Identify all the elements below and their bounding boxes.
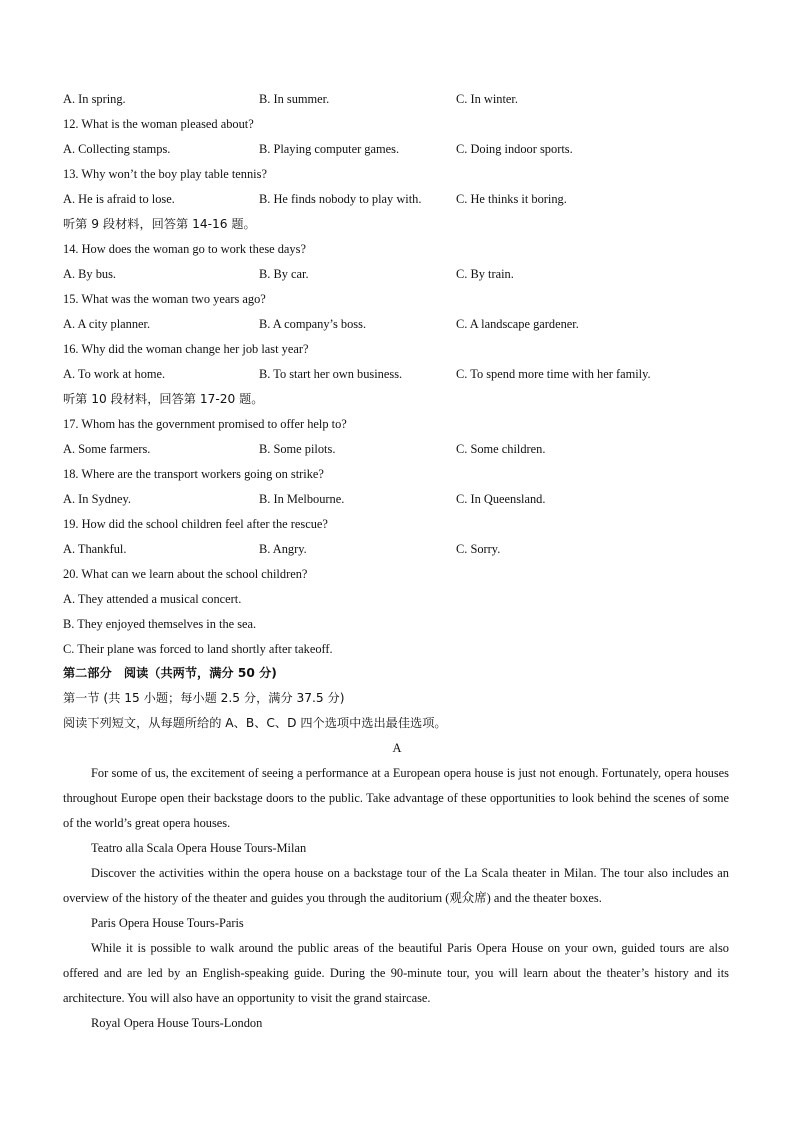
section-10-instruction: 听第 10 段材料，回答第 17-20 题。	[63, 392, 264, 406]
q18-question: 18. Where are the transport workers going on strike?	[63, 467, 324, 481]
part-2-title: 第二部分 阅读（共两节，满分 50 分)	[63, 666, 277, 680]
q20-question: 20. What can we learn about the school children?	[63, 567, 308, 581]
q15-option-b: B. A company’s boss.	[259, 317, 367, 331]
q12-question: 12. What is the woman pleased about?	[63, 117, 254, 131]
passage-paragraph-3: While it is possible to walk around the public areas of the beautiful Paris Opera House on your own, guided tours are also offered and are led by an English-speaking guide. During the 90-minute tour, you will learn about the theater’s history and its architecture. You will also have an opportunity to visit the grand staircase.	[63, 941, 729, 1005]
passage-paragraph-1: For some of us, the excitement of seeing a performance at a European opera house is just not enough. Fortunately, opera houses throughout Europe open their backstage doors to the public. Take advantage of these opportunities to look behind the scenes of some of the world’s great opera houses.	[63, 766, 729, 830]
q16-option-a: A. To work at home.	[63, 367, 166, 381]
q11-option-a: A. In spring.	[63, 92, 126, 106]
reading-instruction: 阅读下列短文，从每题所给的 A、B、C、D 四个选项中选出最佳选项。	[63, 716, 447, 730]
q13-question: 13. Why won’t the boy play table tennis?	[63, 167, 267, 181]
q17-question: 17. Whom has the government promised to offer help to?	[63, 417, 347, 431]
q15-option-c: C. A landscape gardener.	[456, 317, 579, 331]
q16-question: 16. Why did the woman change her job last year?	[63, 342, 309, 356]
passage-label: A	[392, 741, 402, 755]
q17-option-a: A. Some farmers.	[63, 442, 151, 456]
q20-option-c: C. Their plane was forced to land shortly after takeoff.	[63, 642, 333, 656]
q12-option-a: A. Collecting stamps.	[63, 142, 171, 156]
passage-paragraph-2: Discover the activities within the opera house on a backstage tour of the La Scala theater in Milan. The tour also includes an overview of the history of the theater and guides you through the auditorium (观众席) and the theater boxes.	[63, 866, 729, 905]
q15-question: 15. What was the woman two years ago?	[63, 292, 266, 306]
q14-option-c: C. By train.	[456, 267, 514, 281]
q19-option-a: A. Thankful.	[63, 542, 127, 556]
passage-heading-milan: Teatro alla Scala Opera House Tours-Milan	[91, 841, 307, 855]
q11-option-b: B. In summer.	[259, 92, 330, 106]
q13-option-a: A. He is afraid to lose.	[63, 192, 175, 206]
q16-option-c: C. To spend more time with her family.	[456, 367, 651, 381]
q14-option-a: A. By bus.	[63, 267, 117, 281]
passage-heading-london: Royal Opera House Tours-London	[91, 1016, 263, 1030]
q13-option-b: B. He finds nobody to play with.	[259, 192, 422, 206]
q12-option-b: B. Playing computer games.	[259, 142, 400, 156]
q17-option-c: C. Some children.	[456, 442, 546, 456]
q19-question: 19. How did the school children feel after the rescue?	[63, 517, 328, 531]
q20-option-a: A. They attended a musical concert.	[63, 592, 242, 606]
q18-option-c: C. In Queensland.	[456, 492, 546, 506]
q11-option-c: C. In winter.	[456, 92, 518, 106]
q14-question: 14. How does the woman go to work these days?	[63, 242, 306, 256]
q17-option-b: B. Some pilots.	[259, 442, 336, 456]
q15-option-a: A. A city planner.	[63, 317, 151, 331]
q19-option-b: B. Angry.	[259, 542, 307, 556]
q13-option-c: C. He thinks it boring.	[456, 192, 567, 206]
q18-option-a: A. In Sydney.	[63, 492, 132, 506]
section-9-instruction: 听第 9 段材料，回答第 14-16 题。	[63, 217, 256, 231]
q18-option-b: B. In Melbourne.	[259, 492, 345, 506]
q14-option-b: B. By car.	[259, 267, 309, 281]
q12-option-c: C. Doing indoor sports.	[456, 142, 573, 156]
q20-option-b: B. They enjoyed themselves in the sea.	[63, 617, 257, 631]
passage-heading-paris: Paris Opera House Tours-Paris	[91, 916, 244, 930]
q19-option-c: C. Sorry.	[456, 542, 501, 556]
section-1-heading: 第一节 (共 15 小题；每小题 2.5 分，满分 37.5 分)	[63, 691, 345, 705]
q16-option-b: B. To start her own business.	[259, 367, 403, 381]
